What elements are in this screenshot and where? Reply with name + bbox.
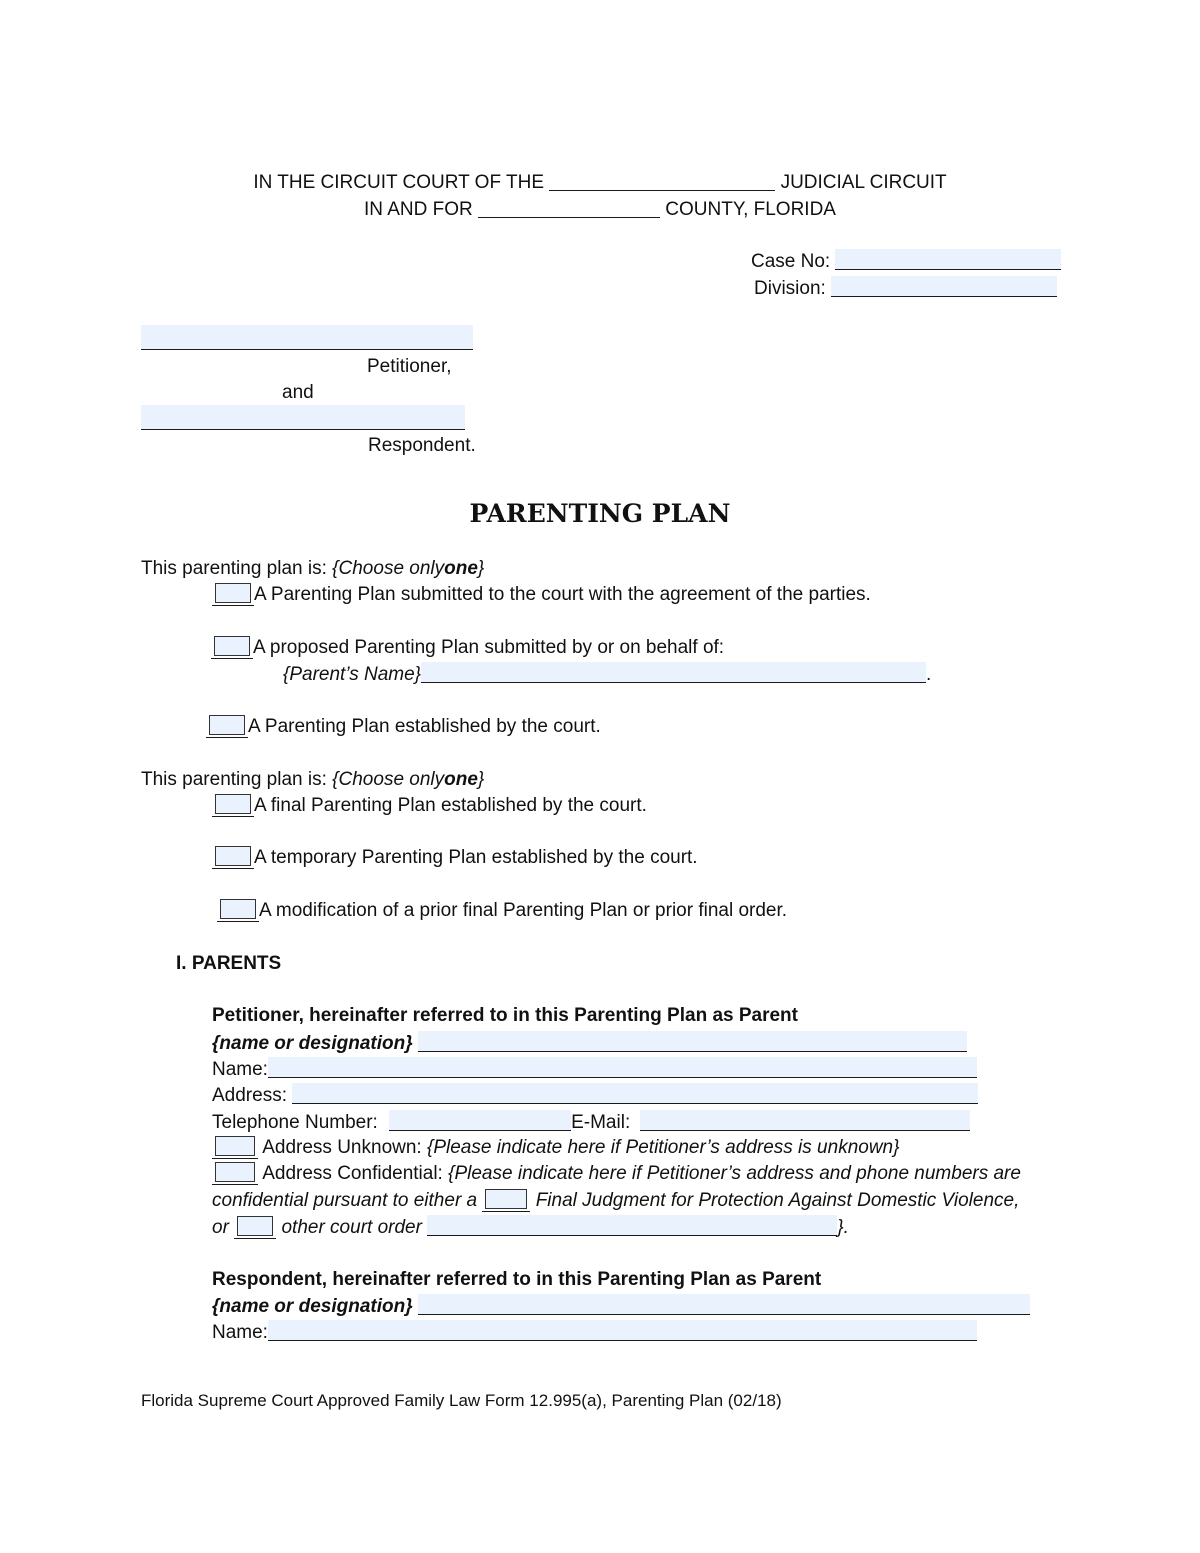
confidential-line-3-prefix: or [212,1217,229,1238]
address-confidential-checkbox[interactable] [215,1162,255,1182]
proposed-option-label: A proposed Parenting Plan submitted by or on behalf of: [253,637,725,658]
division-label: Division: [754,278,826,299]
final-checkbox[interactable] [215,794,251,814]
court-line-1 [0,170,1200,195]
division-row [754,276,1057,301]
agreement-option-label: A Parenting Plan submitted to the court with the agreement of the parties. [254,584,871,605]
petitioner-designation-field[interactable] [418,1031,967,1052]
final-option-label: A final Parenting Plan established by the court. [254,795,647,816]
other-order-field[interactable] [427,1215,837,1236]
petitioner-name-label: Name: [212,1059,268,1080]
form-footer: Florida Supreme Court Approved Family Law Form 12.995(a), Parenting Plan (02/18) [141,1391,782,1410]
proposed-checkbox-wrap[interactable] [211,636,253,659]
agreement-checkbox[interactable] [215,583,251,603]
option-established [206,715,601,739]
choose-suffix: } [477,558,485,579]
and-label: and [282,382,314,403]
petitioner-telephone-label: Telephone Number: [212,1112,378,1133]
respondent-name-field[interactable] [141,405,465,430]
court-line-1-prefix: IN THE CIRCUIT COURT OF THE [253,172,544,193]
parent-name-label: {Parent’s Name} [283,664,422,685]
parents-heading: I. PARENTS [176,953,282,974]
respondent-parent-name-field[interactable] [268,1320,977,1341]
respondent-heading: Respondent, hereinafter referred to in this Parenting Plan as Parent [212,1269,822,1290]
choose-bold: one [444,558,478,579]
respondent-name-label: Name: [212,1322,268,1343]
final-checkbox-wrap[interactable] [212,794,254,817]
intro-text: This parenting plan is: [141,558,327,579]
temporary-option-label: A temporary Parenting Plan established by the court. [254,847,698,868]
petitioner-contact-row [212,1110,970,1135]
agreement-checkbox-wrap[interactable] [212,583,254,606]
other-order-label: other court order [281,1217,422,1238]
address-confidential-label: Address Confidential: [262,1163,443,1184]
confidential-line-2 [212,1189,1019,1213]
confidential-line-2-prefix: confidential pursuant to either a [212,1190,478,1211]
division-field[interactable] [831,276,1057,297]
choose-suffix-2: } [477,769,485,790]
address-confidential-row [212,1162,1021,1186]
option-temporary [212,846,698,870]
choose-bold-2: one [444,769,478,790]
established-option-label: A Parenting Plan established by the court. [248,716,601,737]
petitioner-heading: Petitioner, hereinafter referred to in this Parenting Plan as Parent [212,1005,798,1026]
address-unknown-row [212,1136,899,1160]
temporary-checkbox[interactable] [215,846,251,866]
modification-option-label: A modification of a prior final Parenting Plan or prior final order. [259,900,788,921]
petitioner-address-field[interactable] [292,1083,978,1104]
case-no-label: Case No: [751,251,831,272]
address-unknown-checkbox[interactable] [215,1136,255,1156]
case-no-field[interactable] [835,249,1061,270]
respondent-designation-field[interactable] [418,1294,1030,1315]
temporary-checkbox-wrap[interactable] [212,846,254,869]
modification-checkbox[interactable] [220,899,256,919]
address-unknown-note: {Please indicate here if Petitioner’s address is unknown} [426,1137,900,1158]
option-proposed [211,636,724,660]
county-field[interactable] [478,197,660,218]
confidential-line-3 [212,1215,849,1240]
petitioner-email-label: E-Mail: [571,1112,631,1133]
page-title: PARENTING PLAN [469,499,731,528]
plan-type-intro-2 [141,768,484,792]
intro-text-2: This parenting plan is: [141,769,327,790]
respondent-label: Respondent. [368,435,476,456]
parent-name-field[interactable] [421,662,926,683]
court-line-2-suffix: COUNTY, FLORIDA [665,199,836,220]
court-line-2 [0,197,1200,222]
option-agreement [212,583,871,607]
petitioner-address-label: Address: [212,1085,287,1106]
petitioner-telephone-field[interactable] [389,1110,571,1131]
fjpdv-checkbox[interactable] [485,1189,527,1209]
proposed-checkbox[interactable] [214,636,250,656]
option-modification [217,899,787,923]
plan-type-intro-1 [141,557,484,581]
petitioner-address-row [212,1083,978,1108]
respondent-designation-label: {name or designation} [212,1296,413,1317]
court-line-1-suffix: JUDICIAL CIRCUIT [780,172,947,193]
confidential-line-2-suffix: Final Judgment for Protection Against Domestic Violence, [535,1190,1020,1211]
modification-checkbox-wrap[interactable] [217,899,259,922]
petitioner-designation-row [212,1031,967,1056]
respondent-name-row [212,1320,977,1345]
address-confidential-note: {Please indicate here if Petitioner’s address and phone numbers are [448,1163,1021,1184]
parent-name-row: {Parent’s Name} . [283,664,932,685]
respondent-designation-row [212,1294,1030,1319]
choose-prefix-2: {Choose only [332,769,445,790]
fjpdv-checkbox-wrap[interactable] [482,1189,530,1212]
other-order-checkbox-wrap[interactable] [234,1216,276,1239]
choose-prefix: {Choose only [332,558,445,579]
petitioner-name-row [212,1057,977,1082]
petitioner-name-field[interactable] [141,325,473,350]
address-unknown-label: Address Unknown: [262,1137,422,1158]
other-order-checkbox[interactable] [237,1216,273,1236]
petitioner-designation-label: {name or designation} [212,1033,413,1054]
petitioner-parent-name-field[interactable] [268,1057,977,1078]
case-no-row [751,249,1061,274]
address-unknown-checkbox-wrap[interactable] [212,1136,258,1159]
confidential-line-3-end: }. [837,1217,849,1238]
judicial-circuit-field[interactable] [549,170,775,191]
address-confidential-checkbox-wrap[interactable] [212,1162,258,1185]
petitioner-label: Petitioner, [367,356,452,377]
petitioner-email-field[interactable] [640,1110,970,1131]
option-final [212,794,647,818]
court-line-2-prefix: IN AND FOR [364,199,473,220]
established-checkbox-wrap[interactable] [206,715,248,738]
established-checkbox[interactable] [209,715,245,735]
